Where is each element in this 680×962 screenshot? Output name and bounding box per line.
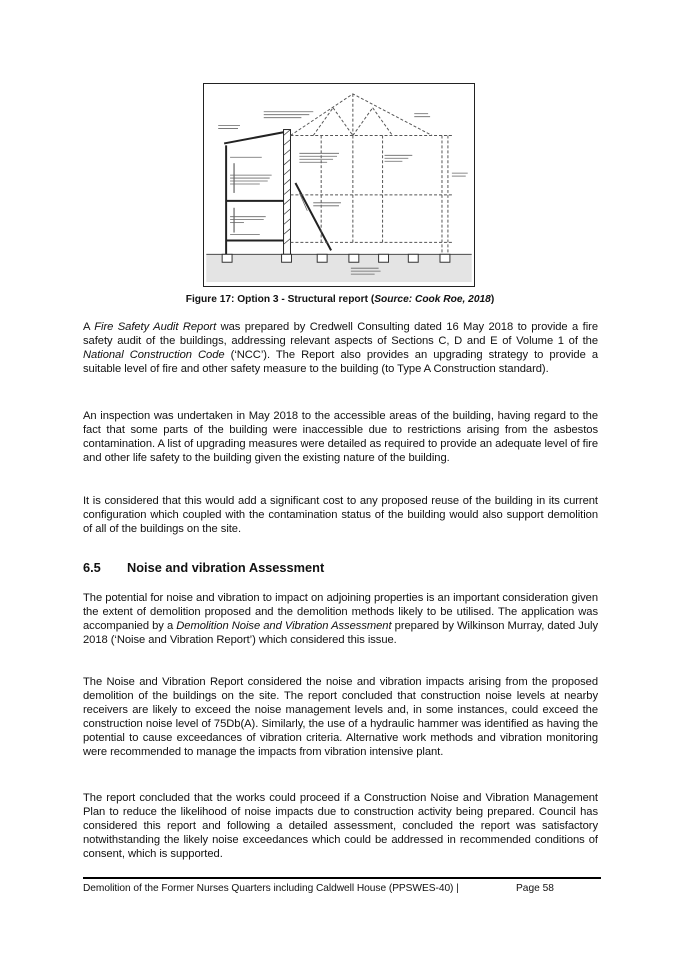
- p4-text-1: The potential for noise and vibration to impact on adjoining properties is an important consideration given the extent of demolition proposed and the demolition methods likely to be utilised. The application was accompanied by a: [83, 592, 598, 633]
- structural-section-drawing: [204, 84, 474, 286]
- paragraph-reuse-cost: It is considered that this would add a significant cost to any proposed reuse of the building in its current configuration which coupled with the contamination status of the building would also support demolition of all of the buildings on the site.: [83, 495, 598, 536]
- section-heading: [83, 560, 324, 575]
- section-number: 6.5: [83, 560, 101, 575]
- footer-title: Demolition of the Former Nurses Quarters including Caldwell House (PPSWES-40) |: [83, 883, 459, 894]
- figure-caption: [0, 294, 680, 305]
- caption-prefix: Figure 17: Option 3 - Structural report (: [185, 294, 375, 305]
- paragraph-noise-conclusion: The report concluded that the works could proceed if a Construction Noise and Vibration Management Plan to reduce the likelihood of noise impacts due to construction activity being prepared. Council has considered this report and following a detailed assessment, concluded the report was satisfactory notwithstanding the likely noise exceedances which could be addressed in recommended conditions of consent, which is supported.: [83, 792, 598, 861]
- p1-text-3: (‘NCC’). The Report also provides an upgrading strategy to provide a suitable level of fire and other safety measure to the building (to Type A Construction standard).: [83, 349, 598, 376]
- p4-text-2: prepared by Wilkinson Murray, dated July 2018 (‘Noise and Vibration Report’) which considered this issue.: [83, 620, 598, 647]
- paragraph-noise-impacts: The Noise and Vibration Report considered the noise and vibration impacts arising from the proposed demolition of the buildings on the site. The report concluded that construction noise levels at nearby receivers are likely to exceed the noise management levels and, in some instances, could exceed the construction noise level of 75Db(A). Similarly, the use of a hydraulic hammer was identified as having the potential to cause exceedances of vibration criteria. Alternative work methods and vibration monitoring were recommended to manage the impacts from vibration intensive plant.: [83, 676, 598, 759]
- footer-divider: [83, 877, 601, 879]
- ncc-title: National Construction Code: [83, 349, 225, 362]
- p1-text-2: was prepared by Credwell Consulting dated 16 May 2018 to provide a fire safety audit of the buildings, addressing relevant aspects of Sections C, D and E of Volume 1 of the: [83, 321, 598, 348]
- page-number: Page 58: [516, 883, 554, 894]
- p1-text-1: A: [83, 321, 95, 333]
- fire-safety-report-title: Fire Safety Audit Report: [94, 321, 217, 333]
- noise-report-title: Demolition Noise and Vibration Assessment: [176, 620, 392, 633]
- structural-drawing-figure: [203, 83, 475, 287]
- caption-suffix: ): [490, 294, 495, 305]
- caption-source: Source: Cook Roe, 2018: [374, 294, 491, 305]
- paragraph-fire-safety: [83, 320, 598, 376]
- section-title: Noise and vibration Assessment: [127, 560, 325, 575]
- paragraph-inspection: An inspection was undertaken in May 2018 to the accessible areas of the building, having regard to the fact that some parts of the building were inaccessible due to restrictions arising from the asbestos contamination. A list of upgrading measures were detailed as required to provide an adequate level of fire and other life safety to the building given the existing nature of the building.: [83, 410, 598, 465]
- paragraph-noise-potential: [83, 591, 598, 647]
